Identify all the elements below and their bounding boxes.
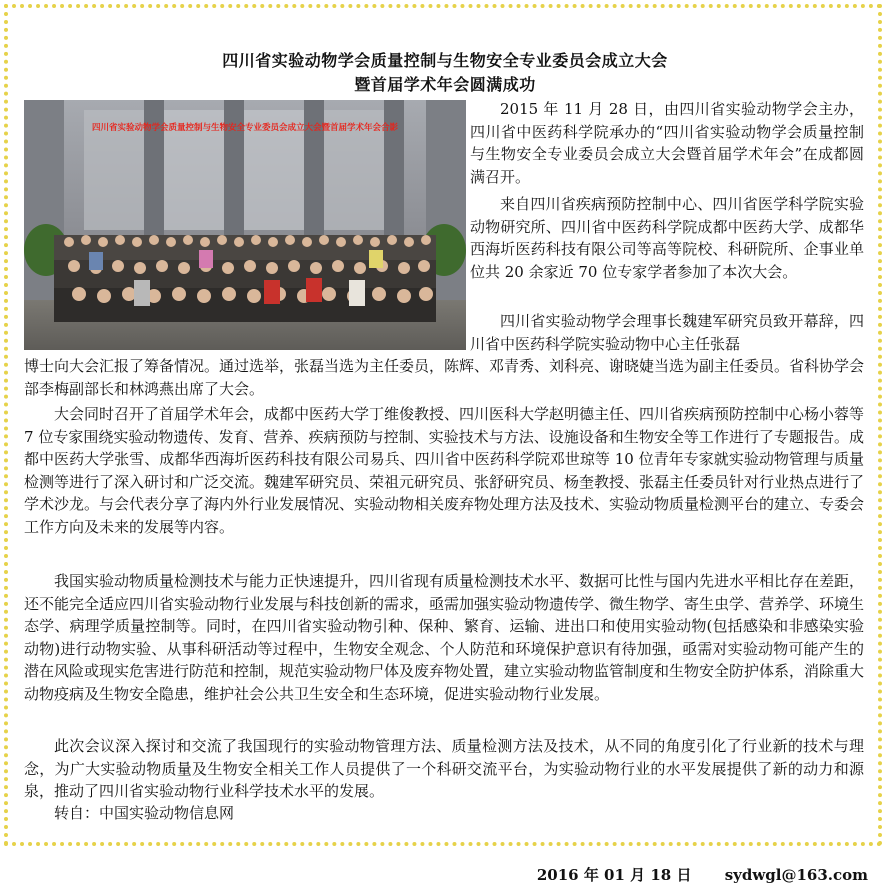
- crowd: [54, 235, 436, 322]
- paragraph-3-continued: 博士向大会汇报了筹备情况。通过选举，张磊当选为主任委员，陈辉、邓青秀、刘科亮、谢晓婕当选为副主任委员。省科协学会部李梅副部长和林鸿燕出席了大会。: [24, 357, 865, 398]
- group-photo: [24, 100, 466, 350]
- article-title-line2: 暨首届学术年会圆满成功: [354, 75, 536, 94]
- paragraph-6: 此次会议深入探讨和交流了我国现行的实验动物管理方法、质量检测方法及技术，从不同的角度引化了行业新的技术与理念，为广大实验动物质量及生物安全相关工作人员提供了一个科研交流平台，为实验动物行业的水平发展提供了新的动力和源泉，推动了四川省实验动物行业科学技术水平的发展。: [24, 737, 864, 800]
- article-title-line1: 四川省实验动物学会质量控制与生物安全专业委员会成立大会: [222, 51, 668, 70]
- paragraph-4: 大会同时召开了首届学术年会，成都中医药大学丁维俊教授、四川医科大学赵明德主任、四川省疾病预防控制中心杨小蓉等 7 位专家围绕实验动物遗传、发育、营养、疾病预防与控制、实验技术与方法、设施设备和生物安全等工作进行了专题报告。成都中医药大学张雪、成都华西海圻医药科技有限公司易兵、四川省中医药科学院邓世琼等 10 位青年专家就实验动物管理与质量检测等进行了深入研讨和广泛交流。魏建军研究员、荣祖元研究员、张舒研究员、杨奎教授、张磊主任委员针对行业热点进行了学术沙龙。与会代表分享了海内外行业发展情况、实验动物相关废弃物处理方法及技术、实验动物质量检测平台的建立、专委会工作方向及未来的发展等内容。: [24, 405, 865, 536]
- paragraph-3: 四川省实验动物学会理事长魏建军研究员致开幕辞，四川省中医药科学院实验动物中心主任张磊: [470, 312, 864, 353]
- paragraph-5: 我国实验动物质量检测技术与能力正快速提升，四川省现有质量检测技术水平、数据可比性与国内先进水平相比存在差距，还不能完全适应四川省实验动物行业发展与科技创新的需求，亟需加强实验动物遗传学、微生物学、寄生虫学、营养学、环境生态学、病理学质量控制等。同时，在四川省实验动物引种、保种、繁育、运输、进出口和使用实验动物(包括感染和非感染实验动物)进行动物实验、从事科研活动等过程中，生物安全观念、个人防范和环境保护意识有待加强，亟需对实验动物可能产生的潜在风险或现实危害进行防范和控制，规范实验动物尸体及废弃物处置，建立实验动物监管制度和生物安全防护体系，消除重大动物疫病及生物安全隐患，维护社会公共卫生安全和生态环境，促进实验动物行业发展。: [24, 572, 865, 703]
- footer: [537, 864, 868, 885]
- photo-banner-text: 四川省实验动物学会质量控制与生物安全专业委员会成立大会暨首届学术年会合影: [91, 123, 399, 133]
- group-photo-image: [24, 100, 466, 350]
- source-note: 转自：中国实验动物信息网: [54, 804, 235, 822]
- footer-email: sydwgl@163.com: [724, 866, 868, 884]
- paragraph-2: 来自四川省疾病预防控制中心、四川省医学科学院实验动物研究所、四川省中医药科学院成都中医药大学、成都华西海圻医药科技有限公司等高等院校、科研院所、企事业单位共 20 余家近 70 位专家学者参加了本次大会。: [470, 195, 864, 281]
- paragraph-1: 2015 年 11 月 28 日，由四川省实验动物学会主办，四川省中医药科学院承办的“四川省实验动物学会质量控制与生物安全专业委员会成立大会暨首届学术年会”在成都圆满召开。: [470, 100, 864, 186]
- footer-date: 2016 年 01 月 18 日: [536, 866, 692, 884]
